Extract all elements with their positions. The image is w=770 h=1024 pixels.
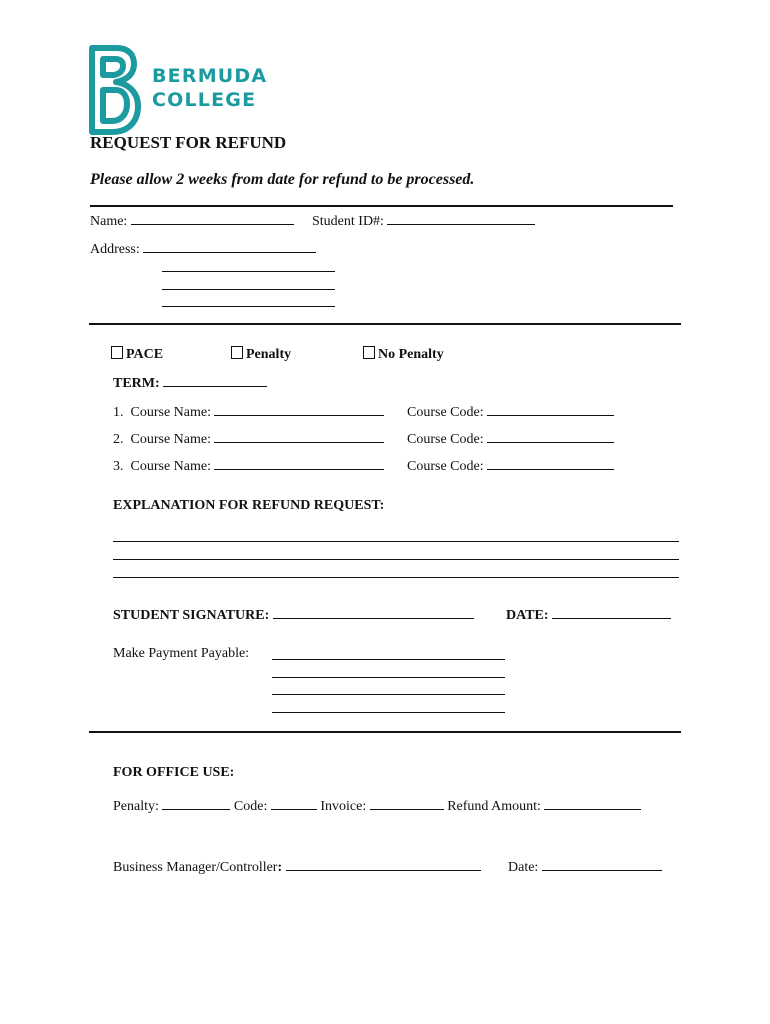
explanation-line-1[interactable]	[113, 541, 679, 542]
no-penalty-label: No Penalty	[378, 347, 444, 362]
course-number: 3.	[113, 459, 124, 474]
course-name-label: Course Name:	[130, 459, 211, 474]
term-blank[interactable]	[163, 374, 267, 387]
course-row[interactable]	[113, 403, 384, 421]
office-date-label: Date:	[508, 860, 539, 875]
business-manager-field[interactable]	[113, 858, 481, 876]
form-title: REQUEST FOR REFUND	[90, 133, 287, 152]
name-field[interactable]	[90, 212, 294, 230]
office-penalty-blank[interactable]	[162, 797, 230, 810]
address-blank-3[interactable]	[162, 289, 335, 290]
address-blank-4[interactable]	[162, 306, 335, 307]
office-invoice-label: Invoice:	[320, 799, 367, 814]
penalty-checkbox[interactable]	[231, 346, 243, 359]
office-code-blank[interactable]	[271, 797, 317, 810]
course-row[interactable]	[113, 430, 384, 448]
address-label: Address:	[90, 242, 140, 257]
student-signature-field[interactable]	[113, 606, 474, 624]
student-id-label: Student ID#:	[312, 214, 384, 229]
course-code-field[interactable]	[407, 403, 614, 421]
business-manager-label: Business Manager/Controller	[113, 860, 278, 875]
term-label: TERM:	[113, 376, 160, 391]
section-divider-1	[89, 323, 681, 325]
address-blank-2[interactable]	[162, 271, 335, 272]
signature-label: STUDENT SIGNATURE:	[113, 608, 270, 623]
signature-date-label: DATE:	[506, 608, 549, 623]
course-code-label: Course Code:	[407, 459, 484, 474]
office-date-blank[interactable]	[542, 858, 662, 871]
signature-blank[interactable]	[273, 606, 474, 619]
student-id-blank[interactable]	[387, 212, 535, 225]
business-manager-colon: :	[277, 860, 283, 875]
b-monogram-icon	[88, 44, 142, 136]
course-number: 2.	[113, 432, 124, 447]
address-field[interactable]	[90, 240, 316, 258]
course-code-field[interactable]	[407, 457, 614, 475]
processing-notice: Please allow 2 weeks from date for refund to be processed.	[90, 171, 475, 188]
office-penalty-label: Penalty:	[113, 799, 159, 814]
explanation-line-3[interactable]	[113, 577, 679, 578]
office-refund-label: Refund Amount:	[447, 799, 541, 814]
course-name-blank[interactable]	[214, 457, 384, 470]
name-label: Name:	[90, 214, 128, 229]
course-code-label: Course Code:	[407, 432, 484, 447]
course-name-blank[interactable]	[214, 403, 384, 416]
name-blank[interactable]	[131, 212, 294, 225]
office-use-heading: FOR OFFICE USE:	[113, 765, 235, 780]
pace-label: PACE	[126, 347, 164, 362]
option-pace[interactable]	[111, 346, 163, 363]
college-logo	[88, 44, 278, 136]
explanation-heading: EXPLANATION FOR REFUND REQUEST:	[113, 498, 385, 513]
option-no-penalty[interactable]	[363, 346, 444, 363]
option-penalty[interactable]	[231, 346, 291, 363]
course-code-blank[interactable]	[487, 430, 614, 443]
course-code-label: Course Code:	[407, 405, 484, 420]
office-code-label: Code:	[233, 799, 268, 814]
course-code-blank[interactable]	[487, 457, 614, 470]
signature-date-field[interactable]	[506, 606, 671, 624]
office-date-field[interactable]	[508, 858, 662, 876]
course-number: 1.	[113, 405, 124, 420]
student-id-field[interactable]	[312, 212, 535, 230]
course-name-label: Course Name:	[130, 405, 211, 420]
office-invoice-blank[interactable]	[370, 797, 444, 810]
section-divider-2	[89, 731, 681, 733]
course-name-blank[interactable]	[214, 430, 384, 443]
office-fields-row	[113, 797, 641, 815]
course-code-field[interactable]	[407, 430, 614, 448]
payable-label: Make Payment Payable:	[113, 646, 250, 661]
penalty-label: Penalty	[246, 347, 292, 362]
term-field[interactable]	[113, 374, 267, 392]
explanation-line-2[interactable]	[113, 559, 679, 560]
payable-line-1[interactable]	[272, 659, 505, 660]
logo-line-1: BERMUDA	[152, 65, 268, 87]
logo-line-2: COLLEGE	[152, 89, 257, 111]
title-divider	[90, 205, 673, 207]
course-code-blank[interactable]	[487, 403, 614, 416]
course-name-label: Course Name:	[130, 432, 211, 447]
course-row[interactable]	[113, 457, 384, 475]
payable-line-3[interactable]	[272, 694, 505, 695]
office-refund-blank[interactable]	[544, 797, 641, 810]
signature-date-blank[interactable]	[552, 606, 671, 619]
address-blank-1[interactable]	[143, 240, 316, 253]
no-penalty-checkbox[interactable]	[363, 346, 375, 359]
pace-checkbox[interactable]	[111, 346, 123, 359]
payable-line-2[interactable]	[272, 677, 505, 678]
business-manager-blank[interactable]	[286, 858, 481, 871]
payable-line-4[interactable]	[272, 712, 505, 713]
